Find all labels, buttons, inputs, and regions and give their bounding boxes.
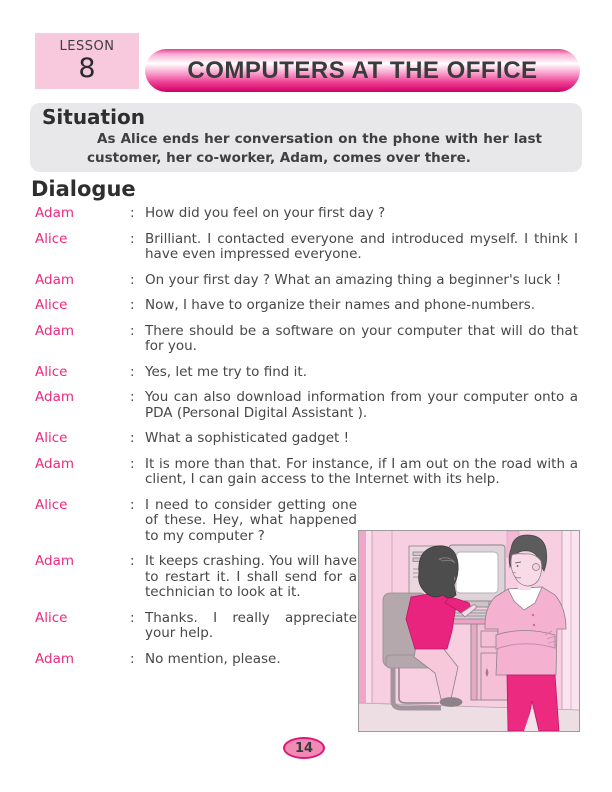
speech-text: It keeps crashing. You will have to restart it. I shall send for a technician to look at it. (145, 553, 357, 600)
colon-separator: : (130, 205, 135, 221)
dialogue-row (35, 390, 578, 421)
speech-text: Yes, let me try to find it. (145, 363, 307, 380)
page-number-badge (283, 737, 325, 759)
speaker-name: Alice (35, 363, 68, 380)
dialogue-row (35, 365, 578, 381)
dialogue-heading: Dialogue (31, 177, 136, 201)
speaker-name: Adam (35, 205, 74, 221)
dialogue-row (35, 324, 578, 355)
speech-text: No mention, please. (145, 650, 281, 667)
speech-text: It is more than that. For instance, if I am out on the road with a client, I can gain access to the Internet with its help. (145, 455, 578, 487)
colon-separator: : (130, 230, 135, 247)
colon-separator: : (130, 609, 135, 626)
colon-separator: : (130, 271, 135, 288)
dialogue-row (35, 431, 578, 447)
speaker-name: Alice (35, 230, 68, 247)
page-title: COMPUTERS AT THE OFFICE (187, 56, 538, 84)
speaker-name: Alice (35, 496, 68, 513)
dialogue-row (35, 273, 578, 289)
speech-text: There should be a software on your computer that will do that for you. (145, 322, 578, 354)
dialogue-row (35, 206, 578, 222)
dialogue-row (35, 457, 578, 488)
lesson-box (35, 33, 139, 89)
speech-text: On your first day ? What an amazing thing a beginner's luck ! (145, 271, 562, 288)
speaker-name: Adam (35, 271, 74, 288)
speaker-name: Adam (35, 650, 74, 667)
speech-text: Thanks. I really appreciate your help. (145, 609, 357, 641)
speaker-name: Adam (35, 455, 74, 472)
situation-text: As Alice ends her conversation on the phone with her last customer, her co-worker, Adam, comes over there. (87, 131, 542, 166)
situation-box (30, 103, 582, 172)
page-number: 14 (294, 740, 314, 756)
colon-separator: : (130, 650, 135, 667)
colon-separator: : (130, 430, 135, 446)
speaker-name: Adam (35, 389, 74, 405)
speech-text: I need to consider getting one of these. Hey, what happened to my computer ? (145, 496, 357, 544)
dialogue-row (35, 232, 578, 263)
speech-text: Now, I have to organize their names and phone-numbers. (145, 297, 536, 313)
colon-separator: : (130, 389, 135, 405)
colon-separator: : (130, 455, 135, 472)
dialogue-row (35, 298, 578, 314)
lesson-label: LESSON (59, 38, 115, 54)
colon-separator: : (130, 363, 135, 380)
speech-text: Brilliant. I contacted everyone and introduced myself. I think I have even impressed everyone. (145, 230, 578, 262)
speaker-name: Adam (35, 553, 74, 569)
speech-text: You can also download information from your computer onto a PDA (Personal Digital Assistant ). (145, 389, 578, 421)
speech-text: What a sophisticated gadget ! (145, 430, 350, 446)
colon-separator: : (130, 297, 135, 313)
speaker-name: Alice (35, 297, 68, 313)
speaker-name: Alice (35, 609, 68, 626)
lesson-number: 8 (78, 53, 96, 85)
colon-separator: : (130, 322, 135, 339)
speaker-name: Alice (35, 430, 68, 446)
speaker-name: Adam (35, 322, 74, 339)
colon-separator: : (130, 496, 135, 513)
speech-text: How did you feel on your first day ? (145, 205, 386, 221)
title-banner (145, 49, 580, 92)
office-illustration (358, 530, 580, 732)
colon-separator: : (130, 553, 135, 569)
situation-heading: Situation (42, 105, 145, 129)
